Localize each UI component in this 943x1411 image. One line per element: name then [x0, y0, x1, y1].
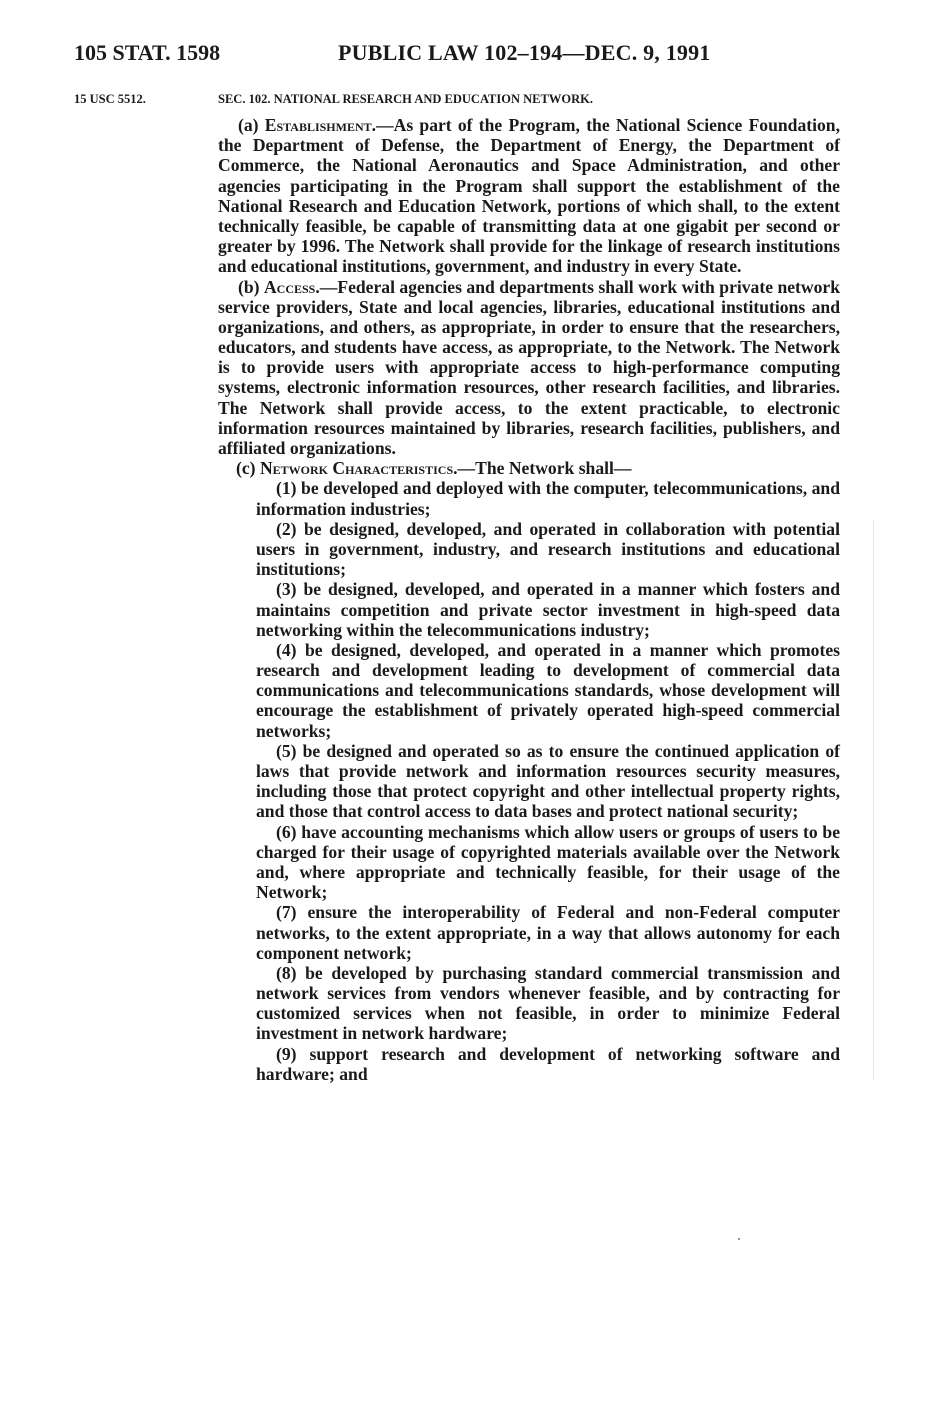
list-item: (2) be designed, developed, and operated in collaboration with potential users in government, industry, and research institutions and educational institutions;	[256, 518, 840, 580]
scan-speck	[738, 1238, 740, 1240]
paragraph-c-heading: Network Characteristics	[259, 458, 454, 479]
paragraph-b-heading: Access	[263, 276, 316, 297]
paragraph-c	[236, 458, 840, 478]
paragraph-c-label: (c)	[236, 458, 260, 479]
section-body	[218, 115, 840, 1084]
page-header	[74, 40, 854, 72]
list-item: (4) be designed, developed, and operated in a manner which promotes research and development leading to development of commercial data communications and telecommunications standards, whose development will encourage the establishment of privately operated high-speed commercial networks;	[256, 639, 840, 741]
paragraph-a	[218, 115, 840, 277]
list-item: (8) be developed by purchasing standard commercial transmission and network services from vendors whenever feasible, and by contracting for customized services when not feasible, in order to minimize Federal investment in network hardware;	[256, 962, 840, 1044]
list-item: (3) be designed, developed, and operated in a manner which fosters and maintains competition and private sector investment in high-speed data networking within the telecommunications industry;	[256, 579, 840, 640]
list-item: (1) be developed and deployed with the computer, telecommunications, and information industries;	[256, 478, 840, 519]
margin-citation: 15 USC 5512.	[74, 92, 146, 106]
list-item: (7) ensure the interoperability of Federal and non-Federal computer networks, to the extent appropriate, in a way that allows autonomy for each component network;	[256, 902, 840, 963]
list-item: (5) be designed and operated so as to ensure the continued application of laws that provide network and information resources security measures, including those that protect copyright and other intellectual property rights, and those that control access to data bases and protect national security;	[256, 740, 840, 822]
public-law-title: PUBLIC LAW 102–194—DEC. 9, 1991	[338, 40, 711, 65]
paragraph-b-label: (b)	[238, 276, 264, 297]
list-item: (9) support research and development of networking software and hardware; and	[256, 1043, 840, 1084]
paragraph-c-text: .—The Network shall—	[453, 458, 632, 479]
scan-artifact-line	[873, 520, 874, 1080]
paragraph-a-text: .—As part of the Program, the National Science Foundation, the Department of Defense, the Department of Energy, the Department of Commerce, the National Aeronautics and Space Administration, and other agencies participating in the Program shall support the establishment of the National Research and Education Network, portions of which shall, to the extent technically feasible, be capable of transmitting data at one gigabit per second or greater by 1996. The Network shall provide for the linkage of research institutions and educational institutions, government, and industry in every State.	[218, 115, 840, 277]
paragraph-a-heading: Establishment	[264, 115, 372, 135]
paragraph-b-text: .—Federal agencies and departments shall work with private network service providers, State and local agencies, libraries, educational institutions and organizations, and others, as appropriate, in order to ensure that the researchers, educators, and students have access, as appropriate, to the Network. The Network is to provide users with appropriate access to high-performance computing systems, electronic information resources, other research facilities, and libraries. The Network shall provide access, to the extent practicable, to electronic information resources maintained by libraries, research facilities, publishers, and affiliated organizations.	[218, 276, 841, 458]
paragraph-a-label: (a)	[238, 115, 265, 135]
list-item: (6) have accounting mechanisms which allow users or groups of users to be charged for their usage of copyrighted materials available over the Network and, where appropriate and technically feasible, for their usage of the Network;	[256, 821, 840, 903]
statute-page-number: 105 STAT. 1598	[74, 40, 221, 65]
section-heading: SEC. 102. NATIONAL RESEARCH AND EDUCATION NETWORK.	[218, 92, 593, 106]
paragraph-b	[218, 277, 840, 459]
